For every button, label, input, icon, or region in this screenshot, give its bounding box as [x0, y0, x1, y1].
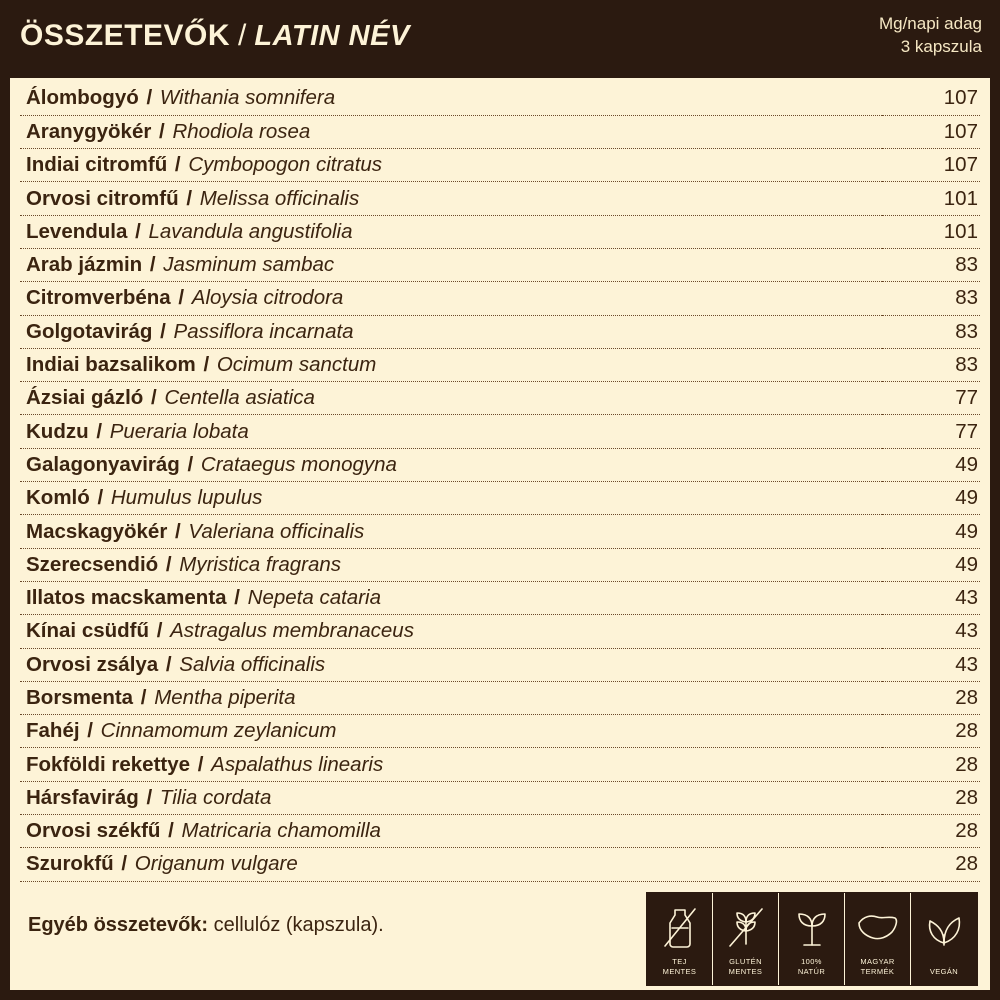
ingredient-name-cell	[20, 515, 882, 548]
ingredient-name-hu: Szerecsendió	[26, 552, 159, 576]
ingredient-name-cell	[20, 415, 882, 448]
table-row	[20, 848, 980, 881]
badge-caption	[911, 967, 977, 976]
name-separator: /	[180, 186, 198, 210]
ingredient-mg-value: 28	[882, 848, 980, 881]
name-separator: /	[135, 685, 153, 709]
ingredient-name-cell	[20, 382, 882, 415]
dose-column-header	[879, 13, 982, 59]
ingredient-mg-value: 49	[882, 448, 980, 481]
ingredient-name-latin: Ocimum sanctum	[216, 353, 377, 377]
ingredient-name-hu: Illatos macskamenta	[26, 586, 227, 610]
name-separator: /	[115, 852, 133, 876]
ingredient-name-latin: Lavandula angustifolia	[148, 219, 353, 243]
ingredient-name-hu: Orvosi székfű	[26, 819, 161, 843]
page-subtitle: LATIN NÉV	[254, 20, 410, 52]
table-row	[20, 448, 980, 481]
badge-caption	[779, 957, 844, 976]
name-separator: /	[160, 652, 178, 676]
ingredient-name-cell	[20, 182, 882, 215]
ingredient-mg-value: 43	[882, 581, 980, 614]
ingredient-name-latin: Passiflora incarnata	[173, 319, 354, 343]
ingredient-mg-value: 49	[882, 515, 980, 548]
sprout-icon	[792, 899, 832, 955]
ingredient-name-cell	[20, 615, 882, 648]
table-row	[20, 315, 980, 348]
ingredient-name-latin: Nepeta cataria	[247, 586, 381, 610]
ingredient-mg-value: 83	[882, 248, 980, 281]
ingredient-mg-value: 28	[882, 715, 980, 748]
ingredient-mg-value: 43	[882, 615, 980, 648]
table-row	[20, 182, 980, 215]
ingredient-mg-value: 77	[882, 415, 980, 448]
name-separator: /	[228, 586, 246, 610]
ingredient-name-cell	[20, 848, 882, 881]
ingredient-name-hu: Galagonyavirág	[26, 452, 180, 476]
ingredient-name-cell	[20, 315, 882, 348]
ingredient-mg-value: 83	[882, 282, 980, 315]
ingredient-name-hu: Indiai bazsalikom	[26, 353, 196, 377]
table-row	[20, 748, 980, 781]
ingredient-name-latin: Crataegus monogyna	[200, 452, 397, 476]
ingredient-name-latin: Origanum vulgare	[134, 852, 298, 876]
ingredient-mg-value: 28	[882, 781, 980, 814]
table-row	[20, 715, 980, 748]
badge-sprout	[779, 893, 845, 985]
badge-caption-line1: 100%	[801, 957, 822, 967]
ingredient-name-cell	[20, 348, 882, 381]
name-separator: /	[192, 752, 210, 776]
ingredient-name-hu: Hársfavirág	[26, 785, 139, 809]
ingredient-name-latin: Aloysia citrodora	[191, 286, 344, 310]
badge-caption	[845, 957, 910, 976]
table-row	[20, 781, 980, 814]
ingredient-name-hu: Fahéj	[26, 719, 80, 743]
ingredient-name-hu: Fokföldi rekettye	[26, 752, 191, 776]
badge-caption-line1: MAGYAR	[860, 957, 895, 967]
table-row	[20, 515, 980, 548]
ingredient-name-latin: Cinnamomum zeylanicum	[100, 719, 337, 743]
ingredient-mg-value: 43	[882, 648, 980, 681]
ingredient-name-cell	[20, 815, 882, 848]
ingredient-mg-value: 83	[882, 348, 980, 381]
name-separator: /	[169, 519, 187, 543]
leaf-icon	[922, 899, 966, 955]
ingredient-mg-value: 101	[882, 215, 980, 248]
ingredient-name-latin: Astragalus membranaceus	[170, 619, 414, 643]
name-separator: /	[197, 353, 215, 377]
ingredient-mg-value: 28	[882, 748, 980, 781]
wheat-crossed-icon	[725, 899, 767, 955]
name-separator: /	[169, 153, 187, 177]
ingredient-name-cell	[20, 715, 882, 748]
ingredient-name-cell	[20, 681, 882, 714]
table-row	[20, 382, 980, 415]
table-row	[20, 648, 980, 681]
name-separator: /	[91, 486, 109, 510]
ingredient-name-cell	[20, 282, 882, 315]
ingredient-name-cell	[20, 748, 882, 781]
table-row	[20, 615, 980, 648]
badge-caption-line2: MENTES	[728, 966, 763, 976]
ingredients-table	[20, 82, 980, 882]
ingredient-name-latin: Valeriana officinalis	[188, 519, 365, 543]
ingredient-name-latin: Matricaria chamomilla	[181, 819, 381, 843]
name-separator: /	[154, 319, 172, 343]
ingredient-mg-value: 49	[882, 548, 980, 581]
name-separator: /	[90, 419, 108, 443]
ingredient-name-hu: Macskagyökér	[26, 519, 168, 543]
title-separator: /	[238, 19, 247, 52]
badge-caption-line2: TERMÉK	[860, 966, 895, 976]
ingredient-name-cell	[20, 149, 882, 182]
table-row	[20, 82, 980, 115]
ingredient-mg-value: 83	[882, 315, 980, 348]
ingredient-name-latin: Pueraria lobata	[109, 419, 249, 443]
ingredient-name-latin: Tilia cordata	[159, 785, 272, 809]
table-row	[20, 215, 980, 248]
table-row	[20, 348, 980, 381]
name-separator: /	[160, 552, 178, 576]
ingredient-name-hu: Aranygyökér	[26, 119, 152, 143]
name-separator: /	[144, 253, 162, 277]
name-separator: /	[181, 452, 199, 476]
table-row	[20, 115, 980, 148]
other-ingredients	[28, 914, 384, 937]
ingredient-name-latin: Melissa officinalis	[199, 186, 360, 210]
certification-badges	[646, 892, 978, 986]
ingredient-name-hu: Levendula	[26, 219, 128, 243]
ingredient-mg-value: 28	[882, 681, 980, 714]
ingredient-mg-value: 49	[882, 482, 980, 515]
ingredient-name-cell	[20, 82, 882, 115]
ingredient-name-hu: Komló	[26, 486, 90, 510]
badge-wheat-crossed	[713, 893, 779, 985]
hungary-map-icon	[855, 899, 901, 955]
ingredient-name-hu: Borsmenta	[26, 685, 134, 709]
dose-unit-line: Mg/napi adag	[878, 14, 982, 34]
ingredient-name-latin: Salvia officinalis	[179, 652, 326, 676]
header-title-group	[20, 19, 410, 53]
ingredient-name-hu: Citromverbéna	[26, 286, 171, 310]
badge-leaf	[911, 893, 977, 985]
badge-caption-line2: NATÚR	[797, 966, 826, 976]
table-row	[20, 248, 980, 281]
ingredient-name-cell	[20, 548, 882, 581]
ingredient-name-hu: Kudzu	[26, 419, 89, 443]
badge-milk-bottle-crossed	[647, 893, 713, 985]
ingredient-name-latin: Humulus lupulus	[110, 486, 263, 510]
table-row	[20, 282, 980, 315]
ingredient-name-latin: Aspalathus linearis	[211, 752, 384, 776]
ingredient-name-cell	[20, 648, 882, 681]
name-separator: /	[162, 819, 180, 843]
ingredient-name-cell	[20, 448, 882, 481]
table-row	[20, 681, 980, 714]
ingredient-name-cell	[20, 482, 882, 515]
name-separator: /	[153, 119, 171, 143]
name-separator: /	[140, 86, 158, 110]
name-separator: /	[172, 286, 190, 310]
ingredient-name-latin: Rhodiola rosea	[172, 119, 311, 143]
ingredient-name-latin: Centella asiatica	[164, 386, 315, 410]
ingredient-name-hu: Indiai citromfű	[26, 153, 168, 177]
name-separator: /	[151, 619, 169, 643]
label-footer	[10, 886, 990, 990]
badge-caption-line2: MENTES	[662, 966, 697, 976]
ingredient-mg-value: 101	[882, 182, 980, 215]
badge-caption	[713, 957, 778, 976]
table-row	[20, 815, 980, 848]
badge-caption-line1: GLUTÉN	[729, 957, 762, 967]
badge-caption	[647, 957, 712, 976]
ingredient-name-latin: Jasminum sambac	[163, 253, 335, 277]
ingredient-name-hu: Szurokfű	[26, 852, 114, 876]
name-separator: /	[145, 386, 163, 410]
ingredient-name-latin: Myristica fragrans	[179, 552, 342, 576]
other-ingredients-label: Egyéb összetevők:	[28, 914, 209, 936]
ingredient-mg-value: 107	[882, 82, 980, 115]
page-title: ÖSSZETEVŐK	[20, 19, 231, 52]
ingredient-name-cell	[20, 115, 882, 148]
badge-caption-line1: TEJ	[672, 957, 687, 967]
table-row	[20, 149, 980, 182]
ingredient-mg-value: 107	[882, 149, 980, 182]
ingredient-name-latin: Withania somnifera	[159, 86, 336, 110]
ingredient-name-cell	[20, 248, 882, 281]
ingredient-name-latin: Cymbopogon citratus	[188, 153, 383, 177]
ingredient-name-cell	[20, 215, 882, 248]
table-row	[20, 482, 980, 515]
ingredient-mg-value: 107	[882, 115, 980, 148]
ingredient-name-cell	[20, 781, 882, 814]
badge-caption-line1: VEGÁN	[929, 966, 959, 976]
table-row	[20, 415, 980, 448]
ingredient-name-hu: Orvosi zsálya	[26, 652, 159, 676]
ingredient-name-latin: Mentha piperita	[154, 685, 296, 709]
name-separator: /	[81, 719, 99, 743]
ingredient-name-hu: Álombogyó	[26, 86, 139, 110]
ingredients-panel	[10, 78, 990, 990]
badge-hungary-map	[845, 893, 911, 985]
ingredient-name-hu: Kínai csüdfű	[26, 619, 150, 643]
table-row	[20, 548, 980, 581]
name-separator: /	[129, 219, 147, 243]
ingredient-name-hu: Orvosi citromfű	[26, 186, 179, 210]
ingredient-name-hu: Golgotavirág	[26, 319, 153, 343]
ingredients-table-body	[20, 82, 980, 881]
ingredient-name-hu: Arab jázmin	[26, 253, 143, 277]
name-separator: /	[140, 785, 158, 809]
label-header	[0, 0, 1000, 72]
ingredient-name-hu: Ázsiai gázló	[26, 386, 144, 410]
other-ingredients-value: cellulóz (kapszula).	[213, 914, 384, 936]
dose-serving-line: 3 kapszula	[900, 37, 982, 56]
milk-bottle-crossed-icon	[660, 899, 700, 955]
ingredient-mg-value: 28	[882, 815, 980, 848]
table-row	[20, 581, 980, 614]
ingredient-mg-value: 77	[882, 382, 980, 415]
ingredient-name-cell	[20, 581, 882, 614]
